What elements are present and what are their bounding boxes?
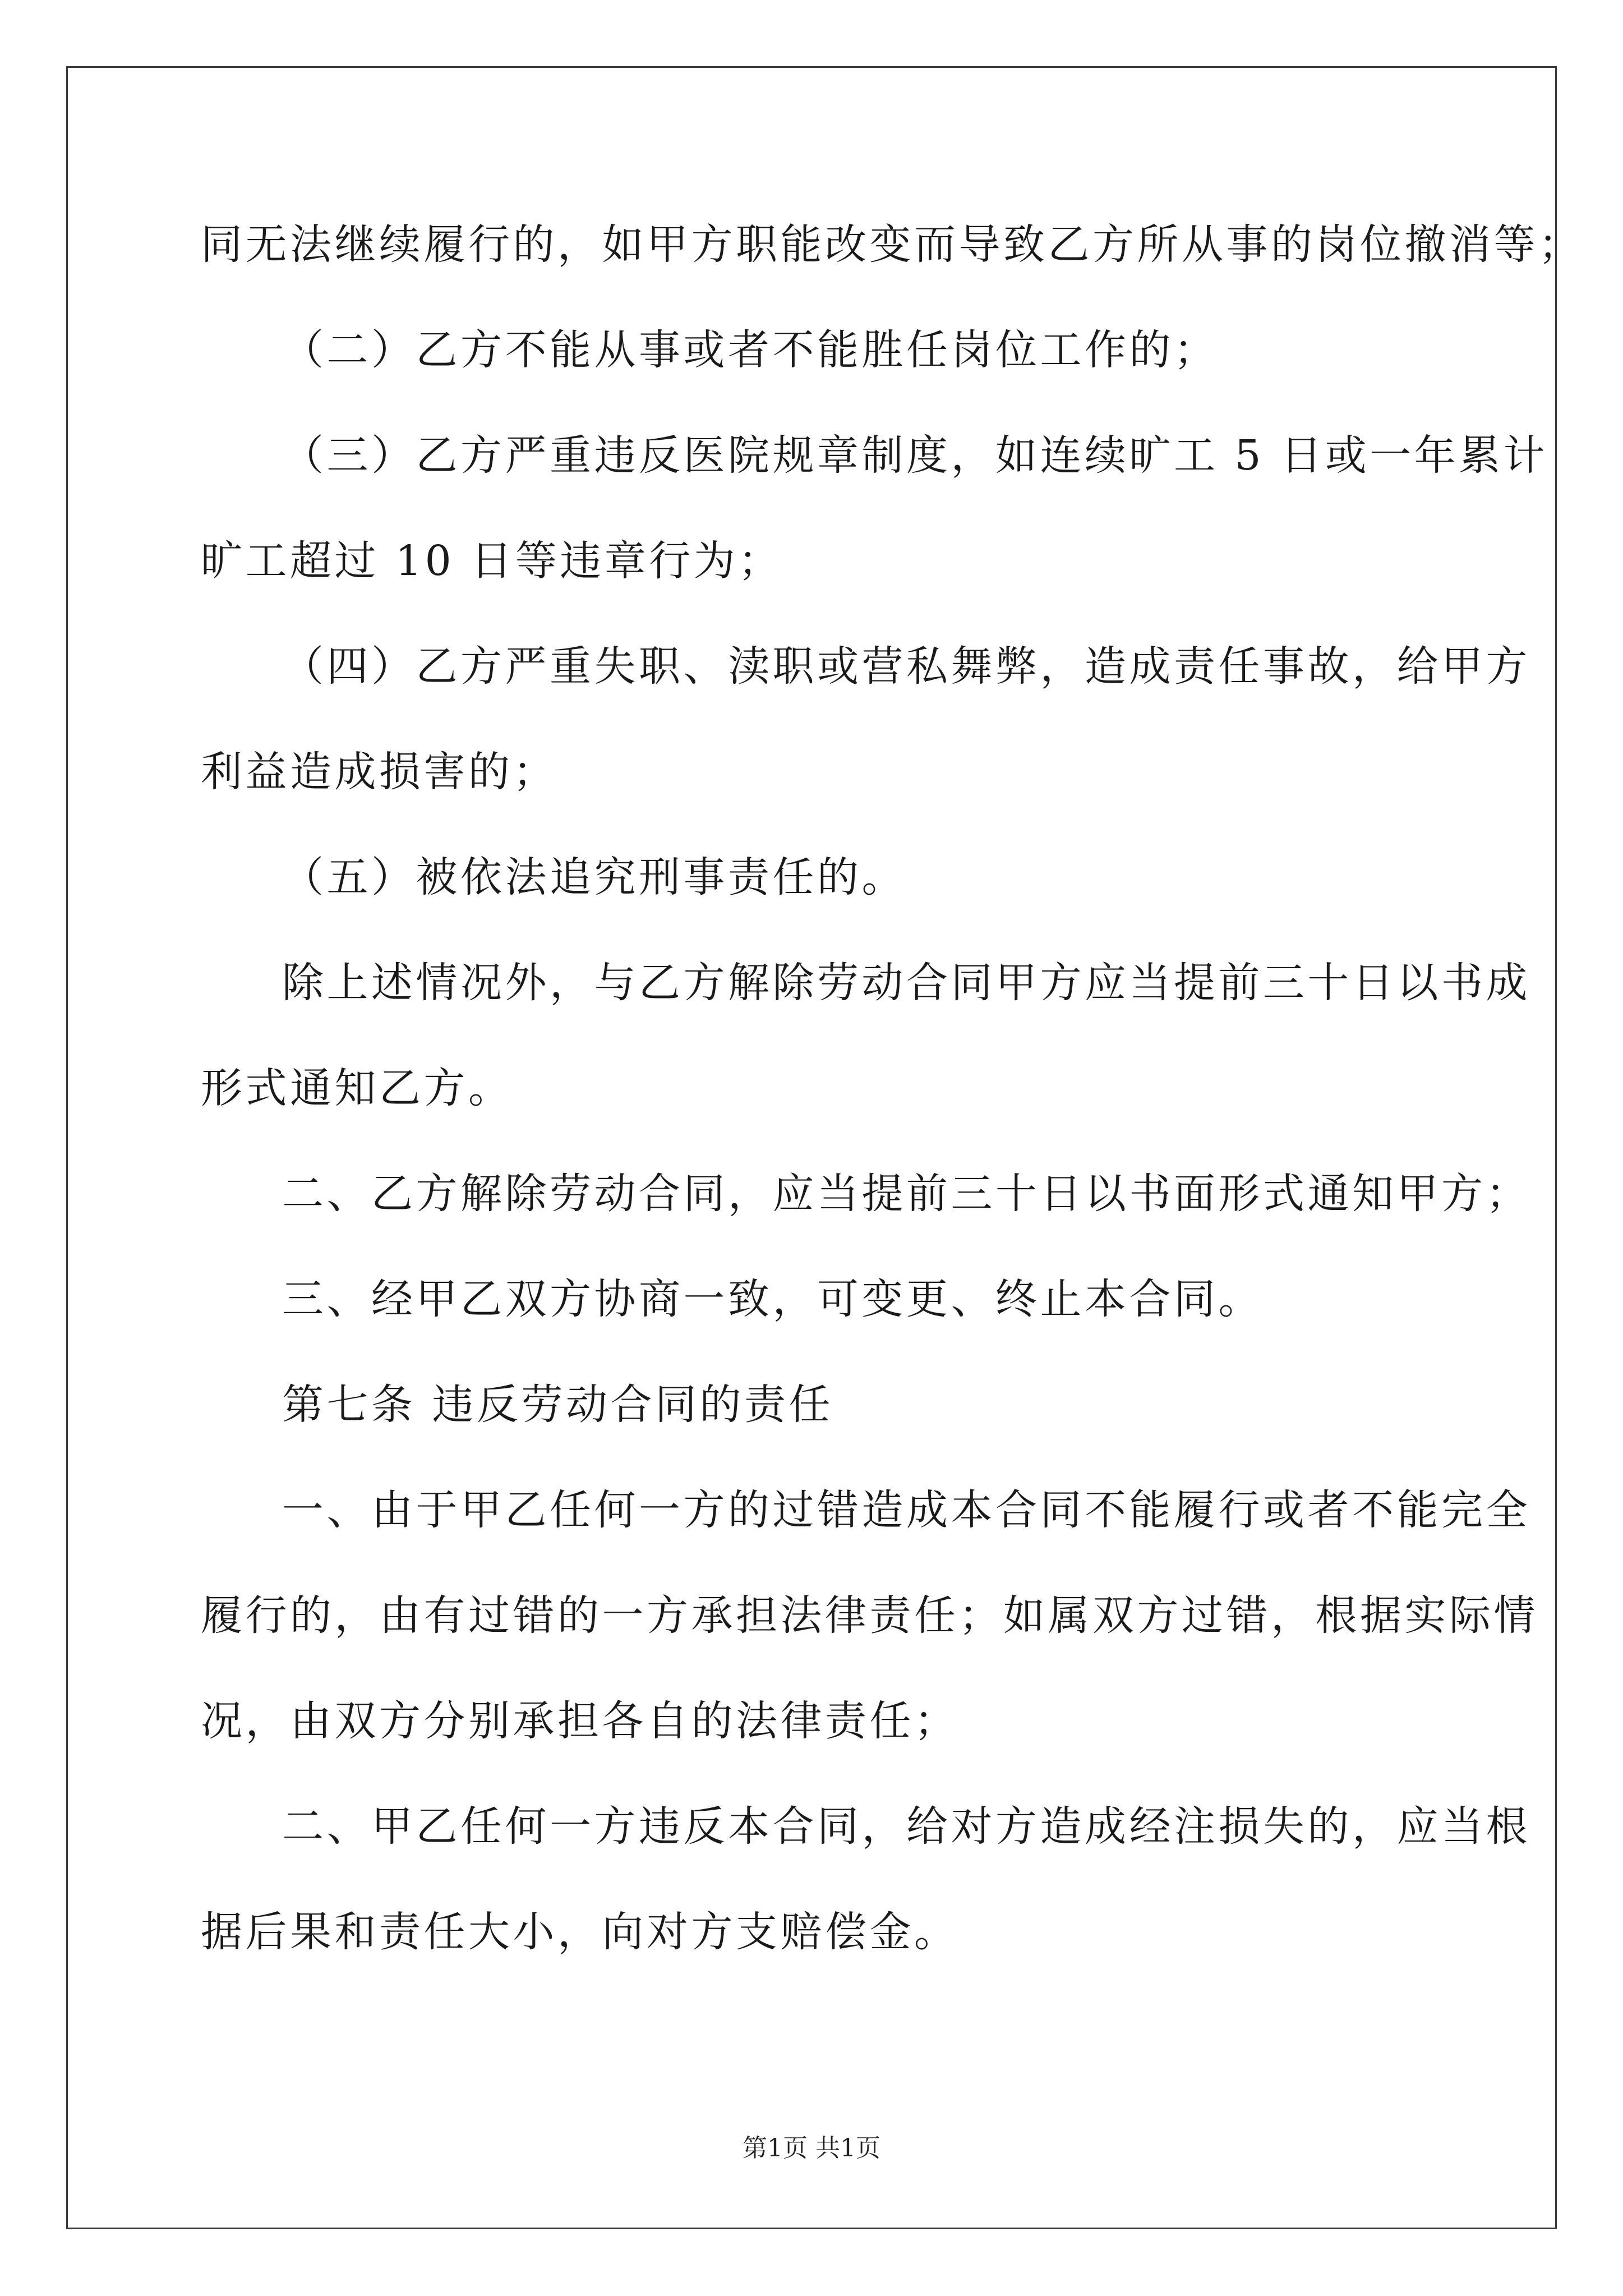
text-line: （三）乙方严重违反医院规章制度，如连续旷工 5 日或一年累计 xyxy=(282,431,1548,480)
text-line: 除上述情况外，与乙方解除劳动合同甲方应当提前三十日以书成 xyxy=(282,959,1530,1007)
text-line: 履行的，由有过错的一方承担法律责任；如属双方过错，根据实际情 xyxy=(201,1591,1538,1640)
text-line: 利益造成损害的； xyxy=(201,748,557,796)
text-line: 二、乙方解除劳动合同，应当提前三十日以书面形式通知甲方； xyxy=(282,1170,1530,1218)
text-line: 据后果和责任大小，向对方支赔偿金。 xyxy=(201,1908,959,1956)
text-line: 形式通知乙方。 xyxy=(201,1064,513,1112)
text-line: 同无法继续履行的，如甲方职能改变而导致乙方所从事的岗位撤消等； xyxy=(201,220,1583,269)
section-heading: 第七条 违反劳动合同的责任 xyxy=(282,1381,834,1429)
text-line: 况，由双方分别承担各自的法律责任； xyxy=(201,1697,959,1745)
text-line: 三、经甲乙双方协商一致，可变更、终止本合同。 xyxy=(282,1275,1263,1323)
text-line: （二）乙方不能从事或者不能胜任岗位工作的； xyxy=(282,326,1219,374)
text-line: （四）乙方严重失职、渎职或营私舞弊，造成责任事故，给甲方 xyxy=(282,642,1530,691)
page-number: 第1页 共1页 xyxy=(743,2134,880,2162)
text-line: （五）被依法追究刑事责任的。 xyxy=(282,853,906,901)
text-line: 旷工超过 10 日等违章行为； xyxy=(201,537,783,585)
text-line: 二、甲乙任何一方违反本合同，给对方造成经注损失的，应当根 xyxy=(282,1802,1530,1851)
text-line: 一、由于甲乙任何一方的过错造成本合同不能履行或者不能完全 xyxy=(282,1486,1530,1534)
